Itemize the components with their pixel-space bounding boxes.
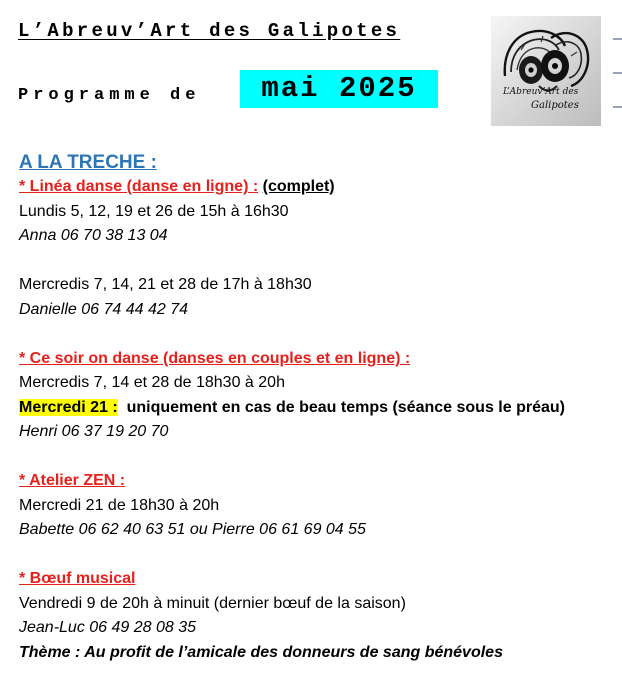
contact-line: Danielle 06 74 44 42 74 xyxy=(19,300,189,318)
theme-line: Thème : Au profit de l’amicale des donneurs de sang bénévoles xyxy=(19,643,503,661)
programme-label: Programme de xyxy=(18,86,201,105)
schedule-line: Mercredis 7, 14 et 28 de 18h30 à 20h xyxy=(19,374,285,391)
section-ce-soir-heading xyxy=(19,347,619,372)
special-schedule-line xyxy=(19,396,619,421)
status-badge: (complet) xyxy=(262,178,335,195)
special-day-text: uniquement en cas de beau temps (séance sous le préau) xyxy=(126,398,565,416)
schedule-line: Mercredi 21 de 18h30 à 20h xyxy=(19,496,220,514)
section-zen-heading xyxy=(19,469,619,494)
section-title: * Linéa danse (danse en ligne) : xyxy=(19,178,259,195)
document-title: L’Abreuv’Art des Galipotes xyxy=(18,20,401,42)
section-linea-heading xyxy=(19,175,619,200)
schedule-line: Mercredis 7, 14, 21 et 28 de 17h à 18h30 xyxy=(19,276,312,293)
contact-line: Jean-Luc 06 49 28 08 35 xyxy=(19,619,197,636)
place-heading: A LA TRECHE : xyxy=(19,152,157,173)
svg-text:L’Abreuv’Art des: L’Abreuv’Art des xyxy=(503,87,579,97)
programme-content xyxy=(19,150,619,665)
special-day-highlight: Mercredi 21 : xyxy=(19,398,118,416)
schedule-line: Vendredi 9 de 20h à minuit (dernier bœuf de la saison) xyxy=(19,594,406,612)
section-title: * Atelier ZEN : xyxy=(19,472,126,489)
galipotes-logo-icon xyxy=(491,16,601,126)
schedule-line: Lundis 5, 12, 19 et 26 de 15h à 16h30 xyxy=(19,202,289,220)
svg-text:Galipotes: Galipotes xyxy=(531,100,579,111)
contact-line: Henri 06 37 19 20 70 xyxy=(19,423,169,440)
edge-rule-decoration xyxy=(613,38,622,108)
contact-line: Babette 06 62 40 63 51 ou Pierre 06 61 69 04 55 xyxy=(19,521,366,538)
section-boeuf-heading xyxy=(19,567,619,592)
section-title: * Bœuf musical xyxy=(19,570,136,587)
programme-month: mai 2025 xyxy=(240,70,438,108)
section-title: * Ce soir on danse (danses en couples et en ligne) : xyxy=(19,349,411,367)
contact-line: Anna 06 70 38 13 04 xyxy=(19,227,168,244)
